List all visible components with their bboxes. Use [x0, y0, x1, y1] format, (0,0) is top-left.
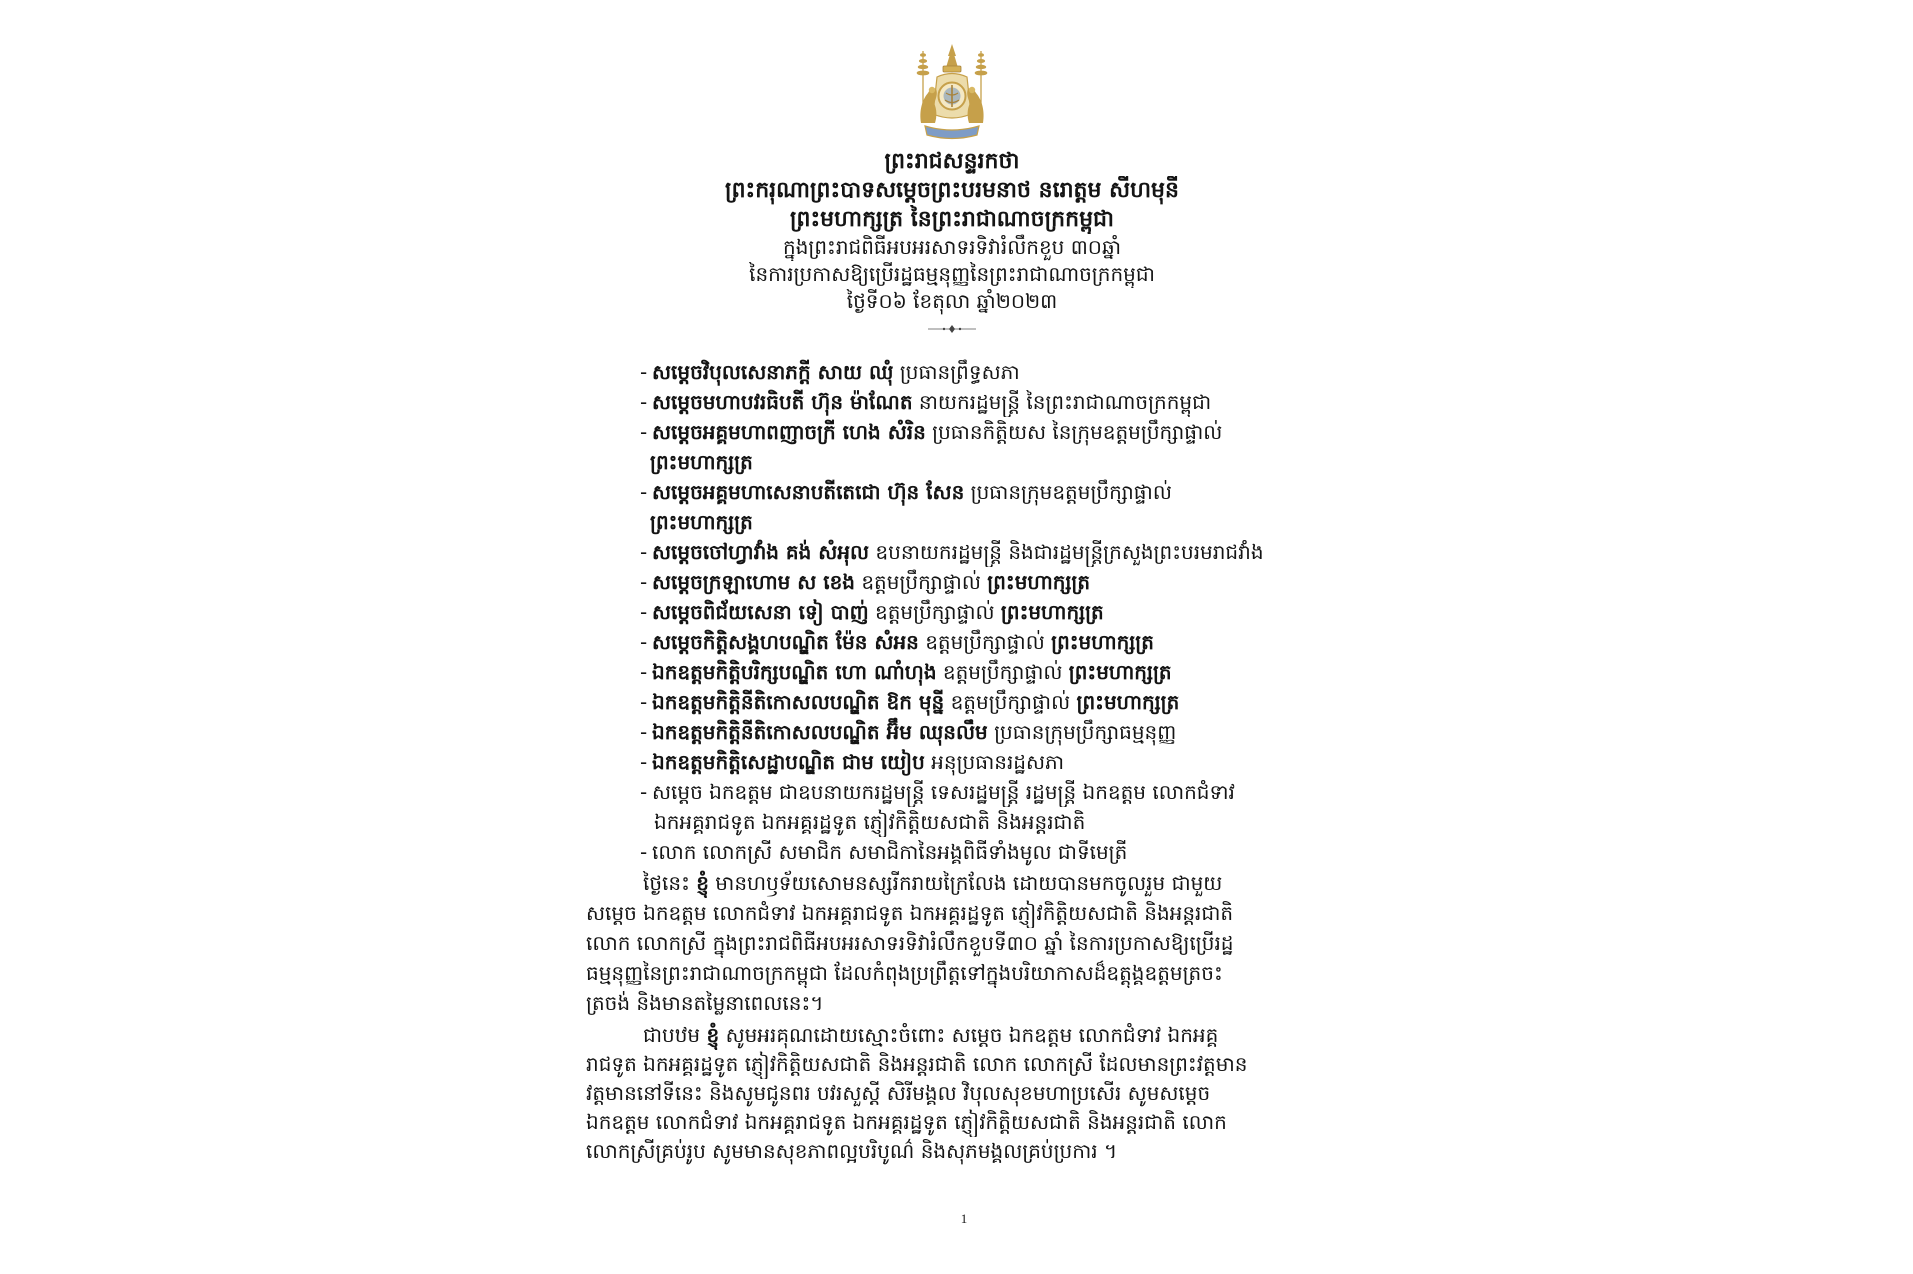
honoree-name: សម្តេចមហាបវរធិបតី ហ៊ុន ម៉ាណែត — [652, 390, 913, 414]
honoree-title: ឧត្តមប្រឹក្សាផ្ទាល់ — [950, 690, 1071, 714]
honoree-title: ឧត្តមប្រឹក្សាផ្ទាល់ — [861, 570, 981, 594]
speech-paragraph — [586, 868, 1376, 1018]
bullet-dash: - — [640, 360, 648, 384]
honoree-title: ប្រធានព្រឹទ្ធសភា — [899, 360, 1020, 384]
salutation-item — [640, 417, 1380, 447]
bullet-dash: - — [640, 420, 648, 444]
salutation-item — [640, 657, 1380, 687]
paragraph-line: ត្រចង់ និងមានតម្លៃនាពេលនេះ។ — [586, 991, 824, 1015]
salutation-item — [640, 747, 1380, 777]
paragraph-line: ធម្មនុញ្ញនៃព្រះរាជាណាចក្រកម្ពុជា ដែលកំពុងប្រព្រឹត្តទៅក្នុងបរិយាកាសដ៏ឧត្តុង្គឧត្តមត្រចះ — [586, 961, 1223, 985]
ornamental-divider — [926, 323, 978, 335]
speaker-pronoun: ខ្ញុំ — [696, 871, 709, 895]
paragraph-line: សម្តេច ឯកឧត្តម លោកជំទាវ ឯកអគ្គរាជទូត ឯកអគ្គរដ្ឋទូត ភ្ញៀវកិត្តិយសជាតិ និងអន្តរជាតិ — [586, 901, 1234, 925]
date-line: ថ្ងៃទី០៦ ខែតុលា ឆ្នាំ២០២៣ — [846, 289, 1058, 313]
honoree-title-suffix: ព្រះមហាក្សត្រ — [1076, 690, 1180, 714]
salutation-item — [640, 597, 1380, 627]
salutation-text: សម្តេច ឯកឧត្តម ជាឧបនាយករដ្ឋមន្ត្រី ទេសរដ្ឋមន្ត្រី រដ្ឋមន្ត្រី ឯកឧត្តម លោកជំទាវ — [652, 780, 1235, 804]
honoree-title: ឧត្តមប្រឹក្សាផ្ទាល់ — [925, 630, 1045, 654]
occasion-line: ក្នុងព្រះរាជពិធីអបអរសាទរទិវារំលឹកខួប ៣០ឆ្នាំ — [783, 235, 1121, 259]
paragraph-line: វត្តមាននៅទីនេះ និងសូមជូនពរ បវរសួស្តី សិរីមង្គល វិបុលសុខមហាប្រសើរ សូមសម្តេច — [586, 1081, 1211, 1105]
honoree-name: សម្តេចវិបុលសេនាភក្ដី សាយ ឈុំ — [652, 360, 894, 384]
bullet-dash: - — [640, 540, 648, 564]
salutation-item-continued — [640, 807, 1380, 837]
bullet-dash: - — [640, 750, 648, 774]
salutation-item — [640, 717, 1380, 747]
honoree-title-suffix: ព្រះមហាក្សត្រ — [1000, 600, 1104, 624]
salutation-item-continued — [640, 507, 1380, 537]
salutation-item — [640, 537, 1380, 567]
royal-title-line: ព្រះមហាក្សត្រ នៃព្រះរាជាណាចក្រកម្ពុជា — [789, 207, 1115, 232]
honoree-title-suffix: ព្រះមហាក្សត្រ — [650, 510, 753, 534]
paragraph-text: សូមអរគុណដោយស្មោះចំពោះ សម្តេច ឯកឧត្តម លោកជំទាវ ឯកអគ្គ — [725, 1023, 1219, 1047]
honoree-name: សម្តេចក្រឡាហោម ស ខេង — [652, 570, 855, 594]
speech-paragraph — [586, 1021, 1376, 1166]
salutation-item — [640, 477, 1380, 507]
royal-name-line: ព្រះករុណាព្រះបាទសម្តេចព្រះបរមនាថ នរោត្តម សីហមុនី — [725, 178, 1179, 203]
salutation-item — [640, 627, 1380, 657]
bullet-dash: - — [640, 390, 648, 414]
bullet-dash: - — [640, 780, 648, 804]
honoree-name: ឯកឧត្តមកិត្តិបរិក្សបណ្ឌិត ហោ ណាំហុង — [652, 660, 937, 684]
honoree-title: ប្រធានក្រុមឧត្តមប្រឹក្សាផ្ទាល់ — [970, 480, 1172, 504]
document-title: ព្រះរាជសន្ទរកថា — [884, 149, 1020, 174]
honoree-title: អនុប្រធានរដ្ឋសភា — [931, 750, 1065, 774]
speech-header — [556, 147, 1348, 315]
salutation-item — [640, 687, 1380, 717]
bullet-dash: - — [640, 630, 648, 654]
bullet-dash: - — [640, 660, 648, 684]
paragraph-opening: ជាបឋម — [643, 1023, 701, 1047]
salutation-item — [640, 837, 1380, 867]
honoree-name: សម្តេចអគ្គមហាសេនាបតីតេជោ ហ៊ុន សែន — [652, 480, 965, 504]
royal-coat-of-arms-icon — [910, 43, 994, 143]
salutation-item — [640, 357, 1380, 387]
honoree-title: ប្រធានកិត្តិយស នៃក្រុមឧត្តមប្រឹក្សាផ្ទាល់ — [932, 420, 1223, 444]
honoree-title-suffix: ព្រះមហាក្សត្រ — [1051, 630, 1154, 654]
bullet-dash: - — [640, 600, 648, 624]
salutation-list — [640, 357, 1380, 867]
honoree-title: ឧត្តមប្រឹក្សាផ្ទាល់ — [942, 660, 1063, 684]
occasion-line: នៃការប្រកាសឱ្យប្រើរដ្ឋធម្មនុញ្ញនៃព្រះរាជាណាចក្រកម្ពុជា — [749, 262, 1155, 286]
honoree-title-suffix: ព្រះមហាក្សត្រ — [1068, 660, 1172, 684]
paragraph-text: មានហឫទ័យសោមនស្សរីករាយក្រៃលែង ដោយបានមកចូលរួម ជាមួយ — [715, 871, 1223, 895]
bullet-dash: - — [640, 570, 648, 594]
salutation-item — [640, 387, 1380, 417]
honoree-title-suffix: ព្រះមហាក្សត្រ — [650, 450, 753, 474]
page-number: 1 — [960, 1211, 968, 1226]
bullet-dash: - — [640, 480, 648, 504]
paragraph-line: លោកស្រីគ្រប់រូប សូមមានសុខភាពល្អបរិបូណ៌ និងសុភមង្គលគ្រប់ប្រការ ។ — [586, 1139, 1118, 1163]
honoree-title: នាយករដ្ឋមន្ត្រី នៃព្រះរាជាណាចក្រកម្ពុជា — [918, 390, 1212, 414]
paragraph-opening: ថ្ងៃនេះ — [643, 871, 690, 895]
honoree-title: ប្រធានក្រុមប្រឹក្សាធម្មនុញ្ញ — [994, 720, 1177, 744]
honoree-name: សម្តេចពិជ័យសេនា ទៀ បាញ់ — [652, 600, 869, 624]
honoree-name: ឯកឧត្តមកិត្តិសេដ្ឋាបណ្ឌិត ជាម យៀប — [652, 750, 925, 774]
honoree-title: ឧត្តមប្រឹក្សាផ្ទាល់ — [875, 600, 995, 624]
bullet-dash: - — [640, 720, 648, 744]
honoree-title: ឧបនាយករដ្ឋមន្ត្រី និងជារដ្ឋមន្ត្រីក្រសួងព្រះបរមរាជវាំង — [875, 540, 1264, 564]
honoree-name: សម្តេចចៅហ្វាវាំង គង់ សំអុល — [652, 540, 870, 564]
honoree-name: ឯកឧត្តមកិត្តិនីតិកោសលបណ្ឌិត អ៊ឹម ឈុនលឹម — [652, 720, 988, 744]
speaker-pronoun: ខ្ញុំ — [706, 1023, 720, 1047]
paragraph-line: លោក លោកស្រី ក្នុងព្រះរាជពិធីអបអរសាទរទិវារំលឹកខួបទី៣០ ឆ្នាំ នៃការប្រកាសឱ្យប្រើរដ្ឋ — [586, 931, 1234, 955]
salutation-text: លោក លោកស្រី សមាជិក សមាជិកានៃអង្គពិធីទាំងមូល ជាទីមេត្រី — [652, 840, 1128, 864]
paragraph-line — [586, 1021, 1376, 1050]
honoree-name: សម្តេចកិត្តិសង្គហបណ្ឌិត ម៉ែន សំអន — [652, 630, 919, 654]
paragraph-line — [586, 868, 1376, 898]
salutation-item — [640, 567, 1380, 597]
salutation-text: ឯកអគ្គរាជទូត ឯកអគ្គរដ្ឋទូត ភ្ញៀវកិត្តិយសជាតិ និងអន្តរជាតិ — [654, 810, 1086, 834]
honoree-name: សម្តេចអគ្គមហាពញាចក្រី ហេង សំរិន — [652, 420, 926, 444]
bullet-dash: - — [640, 690, 648, 714]
paragraph-line: ឯកឧត្តម លោកជំទាវ ឯកអគ្គរាជទូត ឯកអគ្គរដ្ឋទូត ភ្ញៀវកិត្តិយសជាតិ និងអន្តរជាតិ លោក — [586, 1110, 1227, 1134]
salutation-item-continued — [640, 447, 1380, 477]
salutation-item — [640, 777, 1380, 807]
paragraph-line: រាជទូត ឯកអគ្គរដ្ឋទូត ភ្ញៀវកិត្តិយសជាតិ និងអន្តរជាតិ លោក លោកស្រី ដែលមានព្រះវត្តមាន — [586, 1052, 1248, 1076]
bullet-dash: - — [640, 840, 648, 864]
honoree-name: ឯកឧត្តមកិត្តិនីតិកោសលបណ្ឌិត ឱក មុន្នី — [652, 690, 945, 714]
honoree-title-suffix: ព្រះមហាក្សត្រ — [987, 570, 1091, 594]
